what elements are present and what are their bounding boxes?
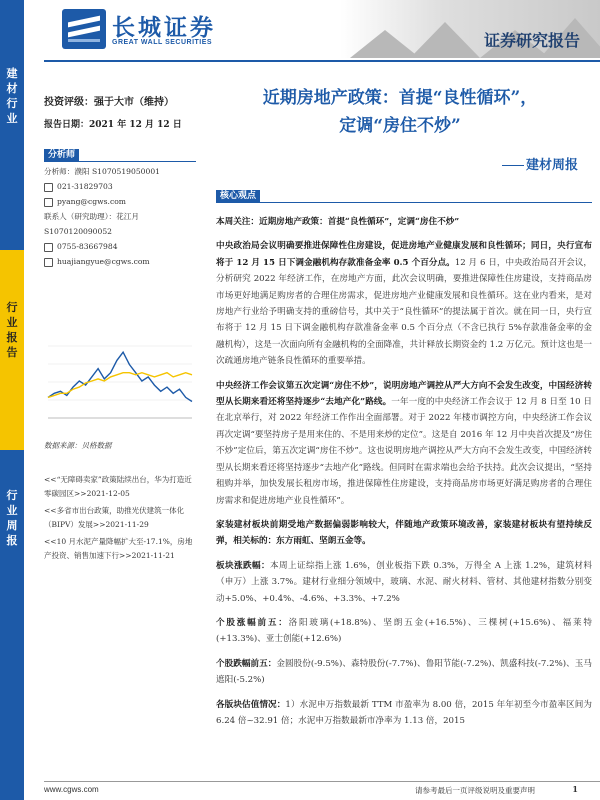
para-focus xyxy=(216,214,592,230)
title-line-2: 定调“房住不炒” xyxy=(339,116,461,136)
related-report-item[interactable]: <<多省市出台政策，助推光伏建筑一体化（BIPV）发展>>2021-11-29 xyxy=(44,506,185,529)
footer-disclaimer: 请参考最后一页评级说明及重要声明 xyxy=(415,786,535,795)
sidebar-label-report: 行 业 报 告 xyxy=(6,301,18,359)
analyst-phone-row xyxy=(44,179,194,194)
chart-source: 数据来源：贝格数据 xyxy=(44,441,112,450)
politburo-lead: 中央政治局会议明确要推进保障性住房建设，促进房地产业健康发展和良性循环；同日，央行宣布将于 12 月 15 日下调金融机构存款准备金率 0.5 个百分点。 xyxy=(216,241,592,268)
top-losers-text: 金圆股份(-9.5%)、森特股份(-7.7%)、鲁阳节能(-7.2%)、凯盛科技(-7.2%)、玉马遮阳(-5.2%) xyxy=(216,658,592,686)
assistant-phone-row xyxy=(44,239,194,254)
rating-value: 强于大市（维持） xyxy=(94,97,174,108)
valuation-text: 1）水泥申万指数最新 TTM 市盈率为 8.00 倍，2015 年年初至今市盈率区间为 6.24 倍~32.91 倍；水泥申万指数最新市净率为 1.13 倍，2015 xyxy=(216,699,592,726)
para-economic-conference xyxy=(216,378,592,509)
footer-url[interactable]: www.cgws.com xyxy=(44,785,99,794)
para-politburo xyxy=(216,238,592,369)
phone-icon xyxy=(44,183,53,192)
analyst-section-line xyxy=(44,161,196,162)
assistant-name: 联系人（研究助理）：花江月 xyxy=(44,212,139,221)
sidebar-label-industry: 建 材 行 业 xyxy=(6,67,18,125)
para-sector-change xyxy=(216,558,592,607)
performance-chart xyxy=(44,342,196,430)
top-gainers-text: 洛阳玻璃(+18.8%)、坚朗五金(+16.5%)、三棵树(+15.6%)、福莱特(+13.3%)、亚士创能(+12.6%) xyxy=(216,617,592,645)
rating xyxy=(44,93,174,108)
para-home-materials xyxy=(216,517,592,550)
date-value: 2021 年 12 月 12 日 xyxy=(89,120,182,130)
left-sidebar xyxy=(0,0,24,800)
title-line-1: 近期房地产政策：首提“良性循环”， xyxy=(262,88,538,108)
date-label: 报告日期： xyxy=(44,120,90,130)
report-subtitle: 建材周报 xyxy=(502,154,578,173)
home-materials-lead: 家装建材板块前期受地产数据偏弱影响较大，伴随地产政策环境改善，家装建材板块有望持续反弹，相关标的：东方雨虹、坚朗五金等。 xyxy=(216,519,592,547)
focus-text: 近期房地产政策：首提“良性循环”，定调“房住不炒” xyxy=(258,217,460,227)
core-section-line xyxy=(216,202,592,203)
valuation-label: 各版块估值情况： xyxy=(216,699,286,710)
analyst-phone: 021-31829703 xyxy=(57,182,113,191)
assistant-phone: 0755-83667984 xyxy=(57,242,118,251)
logo-icon xyxy=(62,9,106,49)
para-top-gainers xyxy=(216,615,592,648)
analyst-email-row xyxy=(44,194,194,209)
assistant-email-row xyxy=(44,254,194,269)
report-type: 证券研究报告 xyxy=(483,31,580,50)
top-gainers-label: 个股涨幅前五： xyxy=(216,617,289,628)
chart-series-line-1 xyxy=(48,352,192,401)
sidebar-label-weekly: 行 业 周 报 xyxy=(6,489,18,547)
politburo-text: 12 月 6 日，中央政治局召开会议，分析研究 2022 年经济工作，在房地产方面，此次会议明确，要推进保障性住房建设，支持商品房市场更好地满足购房者的合理住房需求，促进房地产业健康发展和良性循环。这在业内看来，是对房地产行业给予明确支持的重磅信号，其中关于“良性循环”的提法属于首次。就在同一日，央行宣布将于 12 月 15 日下调金融机构存款准备金率 0.5 个百分点（不含已执行 5%存款准备金率的金融机构），这是一次面向所有金融机构的全面降准，共计释放长期资金约 1.2 万亿元。预计这也是一次疏通房地产链条良性循环的重要举措。 xyxy=(216,257,592,367)
report-header xyxy=(0,0,600,60)
focus-label: 本周关注： xyxy=(216,217,259,227)
logo-text-cn: 长城证券 xyxy=(112,15,216,41)
rating-label: 投资评级： xyxy=(44,97,94,108)
analyst-email[interactable]: pyang@cgws.com xyxy=(57,197,126,206)
para-top-losers xyxy=(216,656,592,689)
report-date xyxy=(44,117,182,130)
core-section-title: 核心观点 xyxy=(216,190,260,202)
para-valuation xyxy=(216,697,592,730)
logo-text-en: GREAT WALL SECURITIES xyxy=(112,39,213,46)
assistant-license: S1070120090052 xyxy=(44,227,113,236)
sector-change-text: 本周上证综指上涨 1.6%，创业板指下跌 0.3%，万得全 A 上涨 1.2%，建筑材料（申万）上涨 3.7%。建材行业细分领域中，玻璃、水泥、耐火材料、管材、其他建材指数分别变动+5.0%、+0.4%、-4.6%、+3.3%、+7.2% xyxy=(216,560,592,604)
assistant-email[interactable]: huajiangyue@cgws.com xyxy=(57,257,150,266)
sector-change-label: 板块涨跌幅： xyxy=(216,560,270,571)
header-divider xyxy=(44,60,600,62)
related-report-item[interactable]: <<10 月水泥产量降幅扩大至-17.1%，房地产投资、销售加速下行>>2021-11-21 xyxy=(44,537,193,560)
analyst-section-title: 分析师 xyxy=(44,149,79,161)
analyst-info xyxy=(44,164,194,269)
core-body xyxy=(216,214,592,737)
conference-lead: 中央经济工作会议第五次定调“房住不炒”，说明房地产调控从严大方向不会发生改变，中国经济转型从长期来看还将坚持逐步“去地产化”路线。 xyxy=(216,380,592,408)
analyst-name: 分析师：濮阳 S1070519050001 xyxy=(44,167,160,176)
related-reports xyxy=(44,473,199,567)
mail-icon xyxy=(44,258,53,267)
footer-divider xyxy=(44,781,600,782)
page-number: 1 xyxy=(572,784,578,794)
chart-series-line-2 xyxy=(48,373,192,398)
top-losers-label: 个股跌幅前五： xyxy=(216,658,277,669)
page-title xyxy=(205,84,595,140)
conference-text: 一年一度的中央经济工作会议于 12 月 8 日至 10 日在北京举行，对 2022 年经济工作作出全面部署。对于 2022 年楼市调控方向，中央经济工作会议再次定调“要坚持房子是用来住的、不是用来炒的定位”。这是自 2016 年 12 月中央首次提及“房住不炒”定位后，第五次定调“房住不炒”。这也说明房地产调控从严大方向不会发生改变，中国经济转型从长期来看还将坚持逐步“去地产化”路线。但同时在需求端也会给予扶持。此次会议提出，“坚持租购并举，加快发展长租房市场，推进保障性住房建设，支持商品房市场更好满足购房者的合理住房需求和促进房地产业良性循环”。 xyxy=(216,397,593,506)
mail-icon xyxy=(44,198,53,207)
related-report-item[interactable]: <<“无障碍卖家”政策陆续出台，华为打造近零碳园区>>2021-12-05 xyxy=(44,475,192,498)
phone-icon xyxy=(44,243,53,252)
